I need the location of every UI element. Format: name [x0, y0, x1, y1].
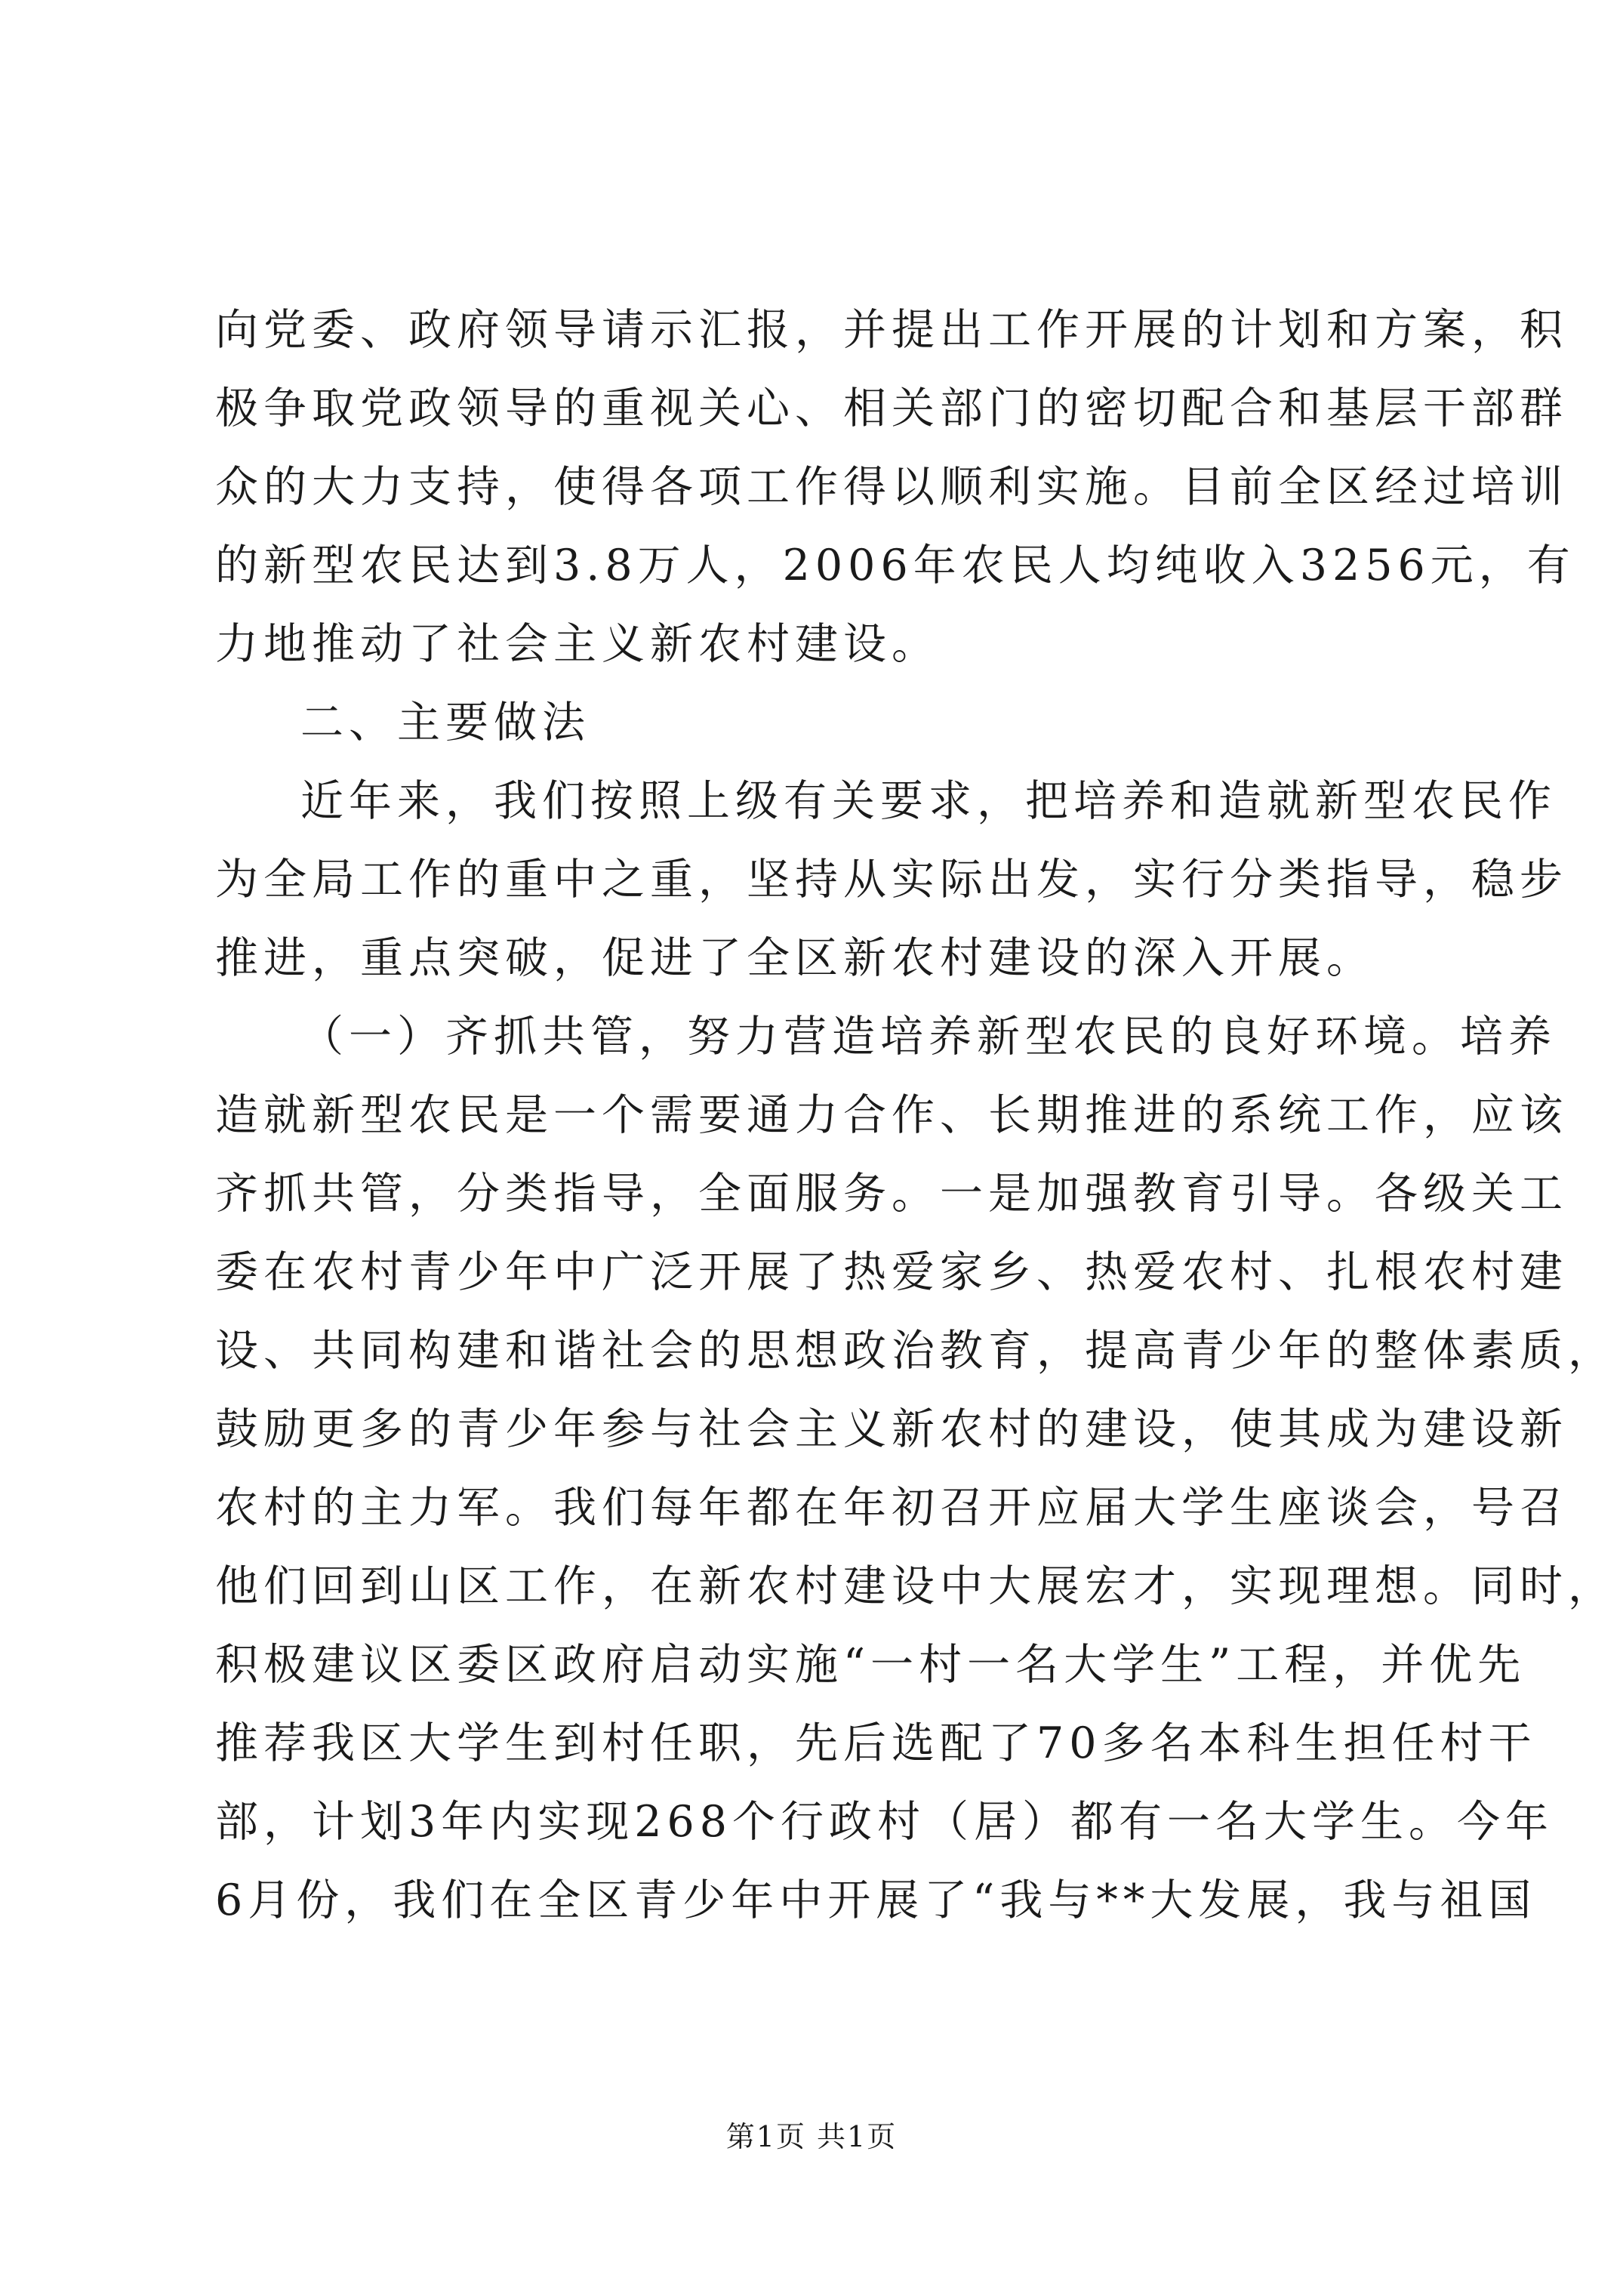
body-line-16: 农村的主力军。我们每年都在年初召开应届大学生座谈会，号召 — [215, 1483, 1568, 1533]
body-line-18: 积极建议区委区政府启动实施“一村一名大学生”工程，并优先 — [215, 1640, 1526, 1690]
body-line-2: 极争取党政领导的重视关心、相关部门的密切配合和基层干部群 — [215, 384, 1568, 433]
body-line-9: 推进，重点突破，促进了全区新农村建设的深入开展。 — [215, 933, 1375, 983]
body-line-5: 力地推动了社会主义新农村建设。 — [215, 619, 940, 669]
body-line-1: 向党委、政府领导请示汇报，并提出工作开展的计划和方案，积 — [215, 305, 1568, 355]
body-line-17: 他们回到山区工作，在新农村建设中大展宏才，实现理想。同时， — [215, 1561, 1616, 1611]
body-line-4: 的新型农民达到3.8万人，2006年农民人均纯收入3256元，有 — [215, 541, 1575, 590]
section-heading: 二、主要做法 — [300, 698, 590, 747]
body-line-14: 设、共同构建和谐社会的思想政治教育，提高青少年的整体素质， — [215, 1326, 1616, 1376]
body-line-3: 众的大力支持，使得各项工作得以顺利实施。目前全区经过培训 — [215, 462, 1568, 512]
body-line-19: 推荐我区大学生到村任职，先后选配了70多名本科生担任村干 — [215, 1718, 1537, 1768]
body-line-13: 委在农村青少年中广泛开展了热爱家乡、热爱农村、扎根农村建 — [215, 1247, 1568, 1297]
body-line-12: 齐抓共管，分类指导，全面服务。一是加强教育引导。各级关工 — [215, 1169, 1568, 1219]
body-line-20: 部，计划3年内实现268个行政村（居）都有一名大学生。今年 — [215, 1797, 1554, 1847]
page-footer: 第1页 共1页 — [725, 2120, 898, 2153]
subsection-line-1: （一）齐抓共管，努力营造培养新型农民的良好环境。培养 — [300, 1012, 1557, 1062]
body-line-7: 近年来，我们按照上级有关要求，把培养和造就新型农民作 — [300, 776, 1557, 826]
body-line-11: 造就新型农民是一个需要通力合作、长期推进的系统工作，应该 — [215, 1090, 1568, 1140]
body-line-15: 鼓励更多的青少年参与社会主义新农村的建设，使其成为建设新 — [215, 1404, 1568, 1454]
body-line-21: 6月份，我们在全区青少年中开展了“我与**大发展，我与祖国 — [215, 1875, 1537, 1925]
body-line-8: 为全局工作的重中之重，坚持从实际出发，实行分类指导，稳步 — [215, 855, 1568, 905]
